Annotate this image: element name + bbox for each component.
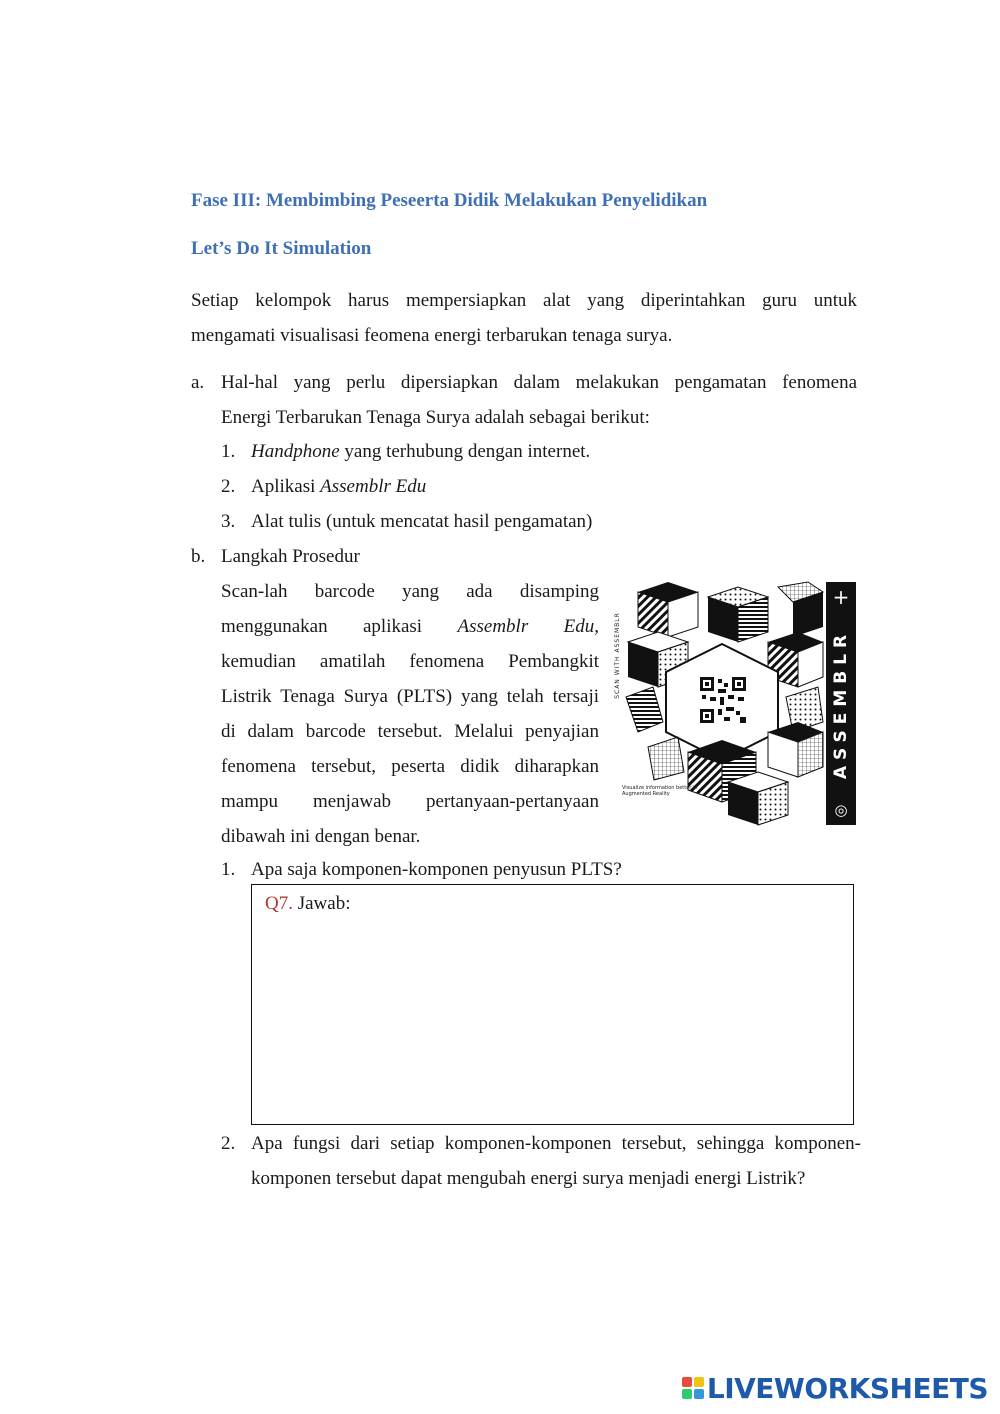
procedure-line: kemudian amatilah fenomena Pembangkit: [221, 651, 599, 672]
question-text: [251, 1126, 861, 1196]
brand-strip: [826, 582, 856, 825]
procedure-line: fenomena tersebut, peserta didik diharapkan: [221, 756, 599, 777]
question-id: Q7.: [265, 893, 293, 914]
phase-heading: Fase III: Membimbing Peseerta Didik Melakukan Penyelidikan: [191, 190, 708, 211]
list-item: [221, 469, 426, 504]
logo-square-red: [682, 1377, 692, 1387]
intro-line-2: mengamati visualisasi feomena energi terbarukan tenaga surya.: [191, 325, 673, 346]
question-number: 1.: [221, 859, 236, 880]
procedure-line: [221, 609, 599, 644]
procedure-line: di dalam barcode tersebut. Melalui penyajian: [221, 721, 599, 742]
assemblr-qr-poster: [613, 582, 856, 825]
question-number: 2.: [221, 1133, 236, 1154]
list-item-number: 2.: [221, 476, 236, 497]
list-item: [221, 504, 592, 539]
poster-caption: Visualize information better in Augmented Reality: [622, 785, 698, 797]
answer-prompt: Jawab:: [292, 893, 351, 914]
app-name: Assemblr Edu: [457, 616, 595, 637]
question-2: [221, 1126, 861, 1196]
list-item-number: 1.: [221, 441, 236, 462]
answer-label: [265, 893, 351, 915]
question-line: komponen tersebut dapat mengubah energi surya menjadi energi Listrik?: [251, 1168, 806, 1189]
liveworksheets-logo: [682, 1370, 988, 1406]
assemblr-brand: ASSEMBLR: [831, 628, 851, 779]
liveworksheets-wordmark: LIVEWORKSHEETS: [706, 1371, 988, 1405]
section-a-line-2: Energi Terbarukan Tenaga Surya adalah sebagai berikut:: [221, 407, 650, 428]
intro-line-1: Setiap kelompok harus mempersiapkan alat yang diperintahkan guru untuk: [191, 290, 857, 311]
logo-square-yellow: [694, 1377, 704, 1387]
procedure-text: ,: [594, 616, 599, 637]
list-item-text: yang terhubung dengan internet.: [339, 441, 591, 462]
question-1: [221, 852, 861, 887]
section-a-line-1: Hal-hal yang perlu dipersiapkan dalam melakukan pengamatan fenomena: [221, 372, 857, 393]
section-a-marker: a.: [191, 372, 205, 393]
question-line: Apa fungsi dari setiap komponen-komponen tersebut, sehingga komponen-: [251, 1133, 861, 1154]
target-icon: ◎: [834, 801, 848, 819]
logo-square-blue: [694, 1389, 704, 1399]
app-name: Assemblr Edu: [320, 476, 427, 497]
question-text: Apa saja komponen-komponen penyusun PLTS?: [251, 859, 622, 880]
procedure-paragraph: [221, 574, 599, 854]
section-a-text: [221, 365, 857, 435]
simulation-heading: Let’s Do It Simulation: [191, 238, 372, 259]
list-item: [221, 434, 590, 469]
procedure-text: menggunakan aplikasi: [221, 616, 458, 637]
list-item-number: 3.: [221, 511, 236, 532]
list-item-text: Alat tulis (untuk mencatat hasil pengamatan): [251, 511, 593, 532]
liveworksheets-icon: [682, 1377, 704, 1399]
intro-paragraph: [191, 283, 857, 353]
list-item-text: Aplikasi: [251, 476, 321, 497]
procedure-line: dibawah ini dengan benar.: [221, 826, 421, 847]
plus-icon: +: [832, 585, 850, 609]
procedure-line: Listrik Tenaga Surya (PLTS) yang telah tersaji: [221, 686, 599, 707]
section-b-title: Langkah Prosedur: [221, 546, 360, 567]
handphone-term: Handphone: [251, 441, 340, 462]
scan-caption: SCAN WITH ASSEMBLR: [613, 612, 621, 699]
logo-square-green: [682, 1389, 692, 1399]
answer-box[interactable]: [251, 884, 854, 1125]
section-b-marker: b.: [191, 546, 206, 567]
procedure-line: mampu menjawab pertanyaan-pertanyaan: [221, 791, 599, 812]
procedure-line: Scan-lah barcode yang ada disamping: [221, 581, 599, 602]
